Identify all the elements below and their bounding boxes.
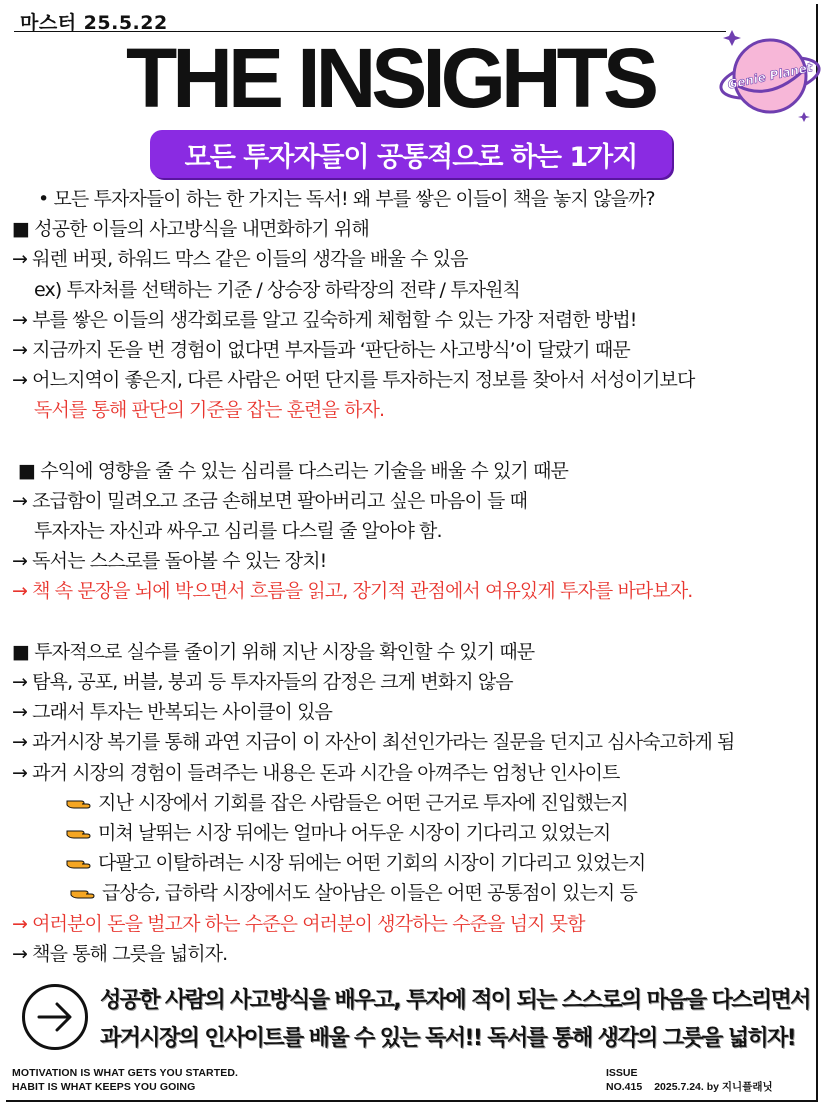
- motto-line-1: MOTIVATION IS WHAT GETS YOU STARTED.: [12, 1067, 239, 1079]
- body-line: → 과거시장 복기를 통해 과연 지금이 이 자산이 최선인가라는 질문을 던지고 심사숙고하게 됨: [12, 731, 735, 754]
- callout-circle: [22, 984, 88, 1050]
- footer-issue: [606, 1066, 773, 1094]
- body-line: 투자자는 자신과 싸우고 심리를 다스릴 줄 알아야 함.: [34, 520, 442, 543]
- body-line: → 부를 쌓은 이들의 생각회로를 알고 깊숙하게 체험할 수 있는 가장 저렴한 방법!: [12, 308, 637, 331]
- article-body: [12, 184, 818, 969]
- callout-line-1: 성공한 사람의 사고방식을 배우고, 투자에 적이 되는 스스로의 마음을 다스리면서: [100, 988, 810, 1013]
- section-heading-2: ■ 수익에 영향을 줄 수 있는 심리를 다스리는 기술을 배울 수 있기 때문: [18, 459, 568, 482]
- section-heading-1: ■ 성공한 이들의 사고방식을 내면화하기 위해: [12, 218, 369, 241]
- list-item: [12, 848, 818, 878]
- pointing-hand-icon: [66, 854, 92, 872]
- body-line: → 어느지역이 좋은지, 다른 사람은 어떤 단지를 투자하는지 정보를 찾아서 서성이기보다: [12, 369, 695, 392]
- spacer: [12, 426, 818, 456]
- body-line: → 그래서 투자는 반복되는 사이클이 있음: [12, 701, 332, 724]
- spacer: [12, 607, 818, 637]
- motto-line-2: HABIT IS WHAT KEEPS YOU GOING: [12, 1081, 196, 1093]
- subtitle-banner: [150, 130, 672, 178]
- subtitle-text: 모든 투자자들이 공통적으로 하는 1가지: [184, 141, 638, 173]
- planet-badge-icon: [718, 16, 822, 124]
- list-item-text: 미쳐 날뛰는 시장 뒤에는 얼마나 어두운 시장이 기다리고 있었는지: [98, 821, 611, 844]
- body-line: → 과거 시장의 경험이 들려주는 내용은 돈과 시간을 아껴주는 엄청난 인사이트: [12, 761, 620, 784]
- page-title: THE INSIGHTS: [125, 31, 655, 125]
- body-line: → 독서는 스스로를 돌아볼 수 있는 장치!: [12, 550, 327, 573]
- body-line: ex) 투자처를 선택하는 기준 / 상승장 하락장의 전략 / 투자원칙: [34, 278, 521, 301]
- list-item: [12, 818, 818, 848]
- arrow-right-icon: [25, 987, 85, 1047]
- body-line: → 지금까지 돈을 번 경험이 없다면 부자들과 ‘판단하는 사고방식’이 달랐기 때문: [12, 338, 630, 361]
- callout-summary: [100, 982, 816, 1058]
- master-label: 마스터 25.5.22: [20, 12, 168, 34]
- list-item-text: 급상승, 급하락 시장에서도 살아남은 이들은 어떤 공통점이 있는지 등: [102, 882, 637, 905]
- highlight-line: → 책 속 문장을 뇌에 박으면서 흐름을 읽고, 장기적 관점에서 여유있게 투자를 바라보자.: [12, 580, 693, 603]
- list-item-text: 다팔고 이탈하려는 시장 뒤에는 어떤 기회의 시장이 기다리고 있었는지: [98, 852, 646, 875]
- footer-motto: [12, 1066, 238, 1094]
- pointing-hand-icon: [66, 824, 92, 842]
- section-heading-3: ■ 투자적으로 실수를 줄이기 위해 지난 시장을 확인할 수 있기 때문: [12, 640, 535, 663]
- body-line: → 워렌 버핏, 하워드 막스 같은 이들의 생각을 배울 수 있음: [12, 248, 468, 271]
- callout-line-2: 과거시장의 인사이트를 배울 수 있는 독서!! 독서를 통해 생각의 그릇을 넓히자!: [100, 1026, 796, 1051]
- highlight-line: → 여러분이 돈을 벌고자 하는 수준은 여러분이 생각하는 수준을 넘지 못함: [12, 912, 585, 935]
- badge-logo-text: Genie Planet: [726, 60, 814, 92]
- body-line: → 책을 통해 그릇을 넓히자.: [12, 942, 228, 965]
- pointing-hand-icon: [66, 794, 92, 812]
- issue-line: [606, 1080, 773, 1094]
- list-item: [12, 878, 818, 908]
- issue-date-author: 2025.7.24. by 지니플래닛: [654, 1081, 773, 1093]
- intro-line: • 모든 투자자들이 하는 한 가지는 독서! 왜 부를 쌓은 이들이 책을 놓지 않을까?: [38, 188, 655, 210]
- list-item-text: 지난 시장에서 기회를 잡은 사람들은 어떤 근거로 투자에 진입했는지: [98, 791, 628, 814]
- list-item: [12, 788, 818, 818]
- body-line: → 탐욕, 공포, 버블, 붕괴 등 투자자들의 감정은 크게 변화지 않음: [12, 671, 513, 693]
- highlight-line: 독서를 통해 판단의 기준을 잡는 훈련을 하자.: [34, 399, 385, 422]
- issue-label: ISSUE: [606, 1067, 638, 1079]
- body-line: → 조급함이 밀려오고 조금 손해보면 팔아버리고 싶은 마음이 들 때: [12, 489, 528, 512]
- pointing-hand-icon: [70, 884, 96, 902]
- issue-number: NO.415: [606, 1081, 643, 1093]
